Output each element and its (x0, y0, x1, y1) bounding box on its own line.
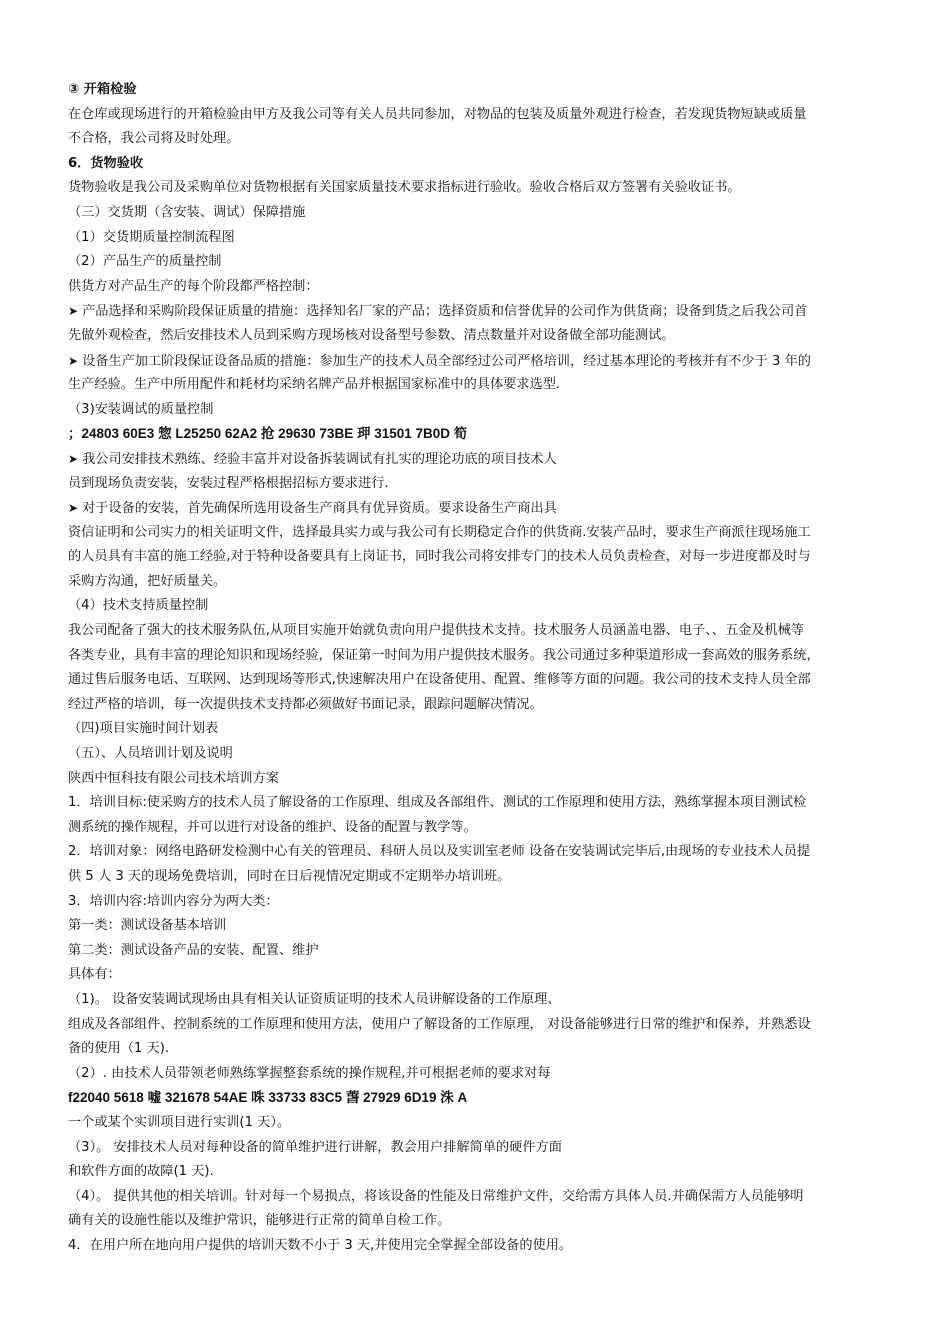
garbled-code-line: ；24803 60E3 惣 L25250 62A2 抢 29630 73BE 玾 31501 7B0D 筍 (68, 426, 468, 442)
paragraph-line: 先做外观检查，然后安排技术人员到采购方现场核对设备型号参数、清点数量并对设备做全部功能测试。 (68, 327, 675, 343)
paragraph-line: 资信证明和公司实力的相关证明文件，选择最具实力或与我公司有长期稳定合作的供货商.安装产品时，要求生产商派往现场施工 (68, 524, 811, 540)
bullet-item (68, 299, 880, 324)
paragraph-line: 1．培训目标:使采购方的技术人员了解设备的工作原理、组成及各部组件、测试的工作原理和使用方法，熟练掌握本项目测试检 (68, 795, 807, 811)
bullet-item (68, 496, 880, 521)
bullet-text: 对于设备的安装，首先确保所选用设备生产商具有优异资质。要求设备生产商出具 (82, 501, 557, 517)
bullet-text: 我公司安排技术熟练、经验丰富并对设备拆装调试有扎实的理论功底的项目技术人 (82, 451, 557, 467)
paragraph-line: 采购方沟通，把好质量关。 (68, 573, 227, 589)
paragraph-line: 供 5 人 3 天的现场免费培训，同时在日后视情况定期或不定期举办培训班。 (68, 869, 511, 884)
paragraph-line: 供货方对产品生产的每个阶段都严格控制： (68, 278, 319, 294)
garbled-code-line: f22040 5618 嘘 321678 54AE 咮 33733 83C5 萅 27929 6D19 洙 A (68, 1090, 468, 1106)
subheading-unpacking: ③ 开箱检验 (68, 82, 137, 97)
paragraph-line: （3）。 安排技术人员对每种设备的简单维护进行讲解，教会用户排解简单的硬件方面 (68, 1139, 562, 1155)
paragraph-line: 备的使用（1 天). (68, 1041, 170, 1057)
arrow-bullet-icon: ➤ (68, 501, 79, 516)
subheading-tech-support: （4）技术支持质量控制 (68, 598, 209, 614)
paragraph-line: 2．培训对象：网络电路研发检测中心有关的管理员、科研人员以及实训室老师 设备在安装调试完毕后,由现场的专业技术人员提 (68, 844, 811, 860)
paragraph-line: 经过严格的培训，每一次提供技术支持都必须做好书面记录，跟踪问题解决情况。 (68, 696, 543, 712)
subheading-production-quality: （2）产品生产的质量控制 (68, 254, 222, 270)
paragraph-line: 4．在用户所在地向用户提供的培训天数不小于 3 天,并使用完全掌握全部设备的使用。 (68, 1237, 573, 1253)
subheading-installation-quality: （3)安装调试的质量控制 (68, 401, 214, 417)
arrow-bullet-icon: ➤ (68, 304, 79, 319)
paragraph-line: 具体有： (68, 967, 121, 983)
section-heading-training: （五）、人员培训计划及说明 (68, 746, 233, 762)
paragraph-line: 第二类：测试设备产品的安装、配置、维护 (68, 942, 319, 958)
paragraph-line: 各类专业，具有丰富的理论知识和现场经验，保证第一时间为用户提供技术服务。我公司通过多种渠道形成一套高效的服务系统， (68, 647, 820, 663)
paragraph-line: 的人员具有丰富的施工经验,对于特种设备要具有上岗证书，同时我公司将安排专门的技术人员负责检查，对每一步进度都及时与 (68, 549, 811, 565)
paragraph-line: 不合格，我公司将及时处理。 (68, 131, 240, 147)
bullet-text: 设备生产加工阶段保证设备品质的措施：参加生产的技术人员全部经过公司严格培训，经过基本理论的考核并有不少于 3 年的 (82, 353, 811, 369)
paragraph-line: 生产经验。生产中所用配件和耗材均采纳名牌产品并根据国家标准中的具体要求选型. (68, 377, 561, 393)
bullet-text: 产品选择和采购阶段保证质量的措施：选择知名厂家的产品；选择资质和信誉优异的公司作为供货商；设备到货之后我公司首 (82, 304, 808, 320)
paragraph-line: （1)。 设备安装调试现场由具有相关认证资质证明的技术人员讲解设备的工作原理、 (68, 991, 561, 1007)
paragraph-line: 通过售后服务电话、互联网、达到现场等形式,快速解决用户在设备使用、配置、维修等方面的问题。我公司的技术支持人员全部 (68, 672, 811, 688)
paragraph-line: 我公司配备了强大的技术服务队伍,从项目实施开始就负责向用户提供技术支持。技术服务人员涵盖电器、电子、、五金及机械等 (68, 623, 805, 639)
paragraph-line: 组成及各部组件、控制系统的工作原理和使用方法，使用户了解设备的工作原理， 对设备能够进行日常的维护和保养，并熟悉设 (68, 1016, 811, 1032)
heading-goods-acceptance: 6．货物验收 (68, 155, 144, 171)
bullet-item (68, 447, 880, 472)
paragraph-line: 确有关的设施性能以及维护常识，能够进行正常的简单自检工作。 (68, 1213, 451, 1229)
training-plan-title: 陕西中恒科技有限公司技术培训方案 (68, 770, 279, 786)
paragraph-line: 一个或某个实训项目进行实训(1 天）。 (68, 1114, 291, 1130)
bullet-item (68, 349, 880, 374)
paragraph-line: 货物验收是我公司及采购单位对货物根据有关国家质量技术要求指标进行验收。验收合格后双方签署有关验收证书。 (68, 180, 741, 196)
section-heading-schedule: （四)项目实施时间计划表 (68, 721, 219, 737)
arrow-bullet-icon: ➤ (68, 451, 79, 466)
paragraph-line: （4）。 提供其他的相关培训。针对每一个易损点，将该设备的性能及日常维护文件，交给需方具体人员.并确保需方人员能够明 (68, 1188, 804, 1204)
paragraph-line: 第一类：测试设备基本培训 (68, 918, 227, 934)
arrow-bullet-icon: ➤ (68, 353, 79, 368)
section-heading-delivery: （三）交货期（含安装、调试）保障措施 (68, 204, 306, 220)
subheading-flowchart: （1）交货期质量控制流程图 (68, 229, 235, 245)
paragraph-line: 和软件方面的故障(1 天). (68, 1164, 214, 1180)
paragraph-line: 测系统的操作规程，并可以进行对设备的维护、设备的配置与教学等。 (68, 819, 477, 835)
paragraph-line: 在仓库或现场进行的开箱检验由甲方及我公司等有关人员共同参加，对物品的包装及质量外观进行检查，若发现货物短缺或质量 (68, 106, 807, 122)
paragraph-line: （2）. 由技术人员带领老师熟练掌握整套系统的操作规程,并可根据老师的要求对每 (68, 1065, 551, 1081)
paragraph-line: 3．培训内容:培训内容分为两大类： (68, 893, 279, 909)
paragraph-line: 员到现场负责安装，安装过程严格根据招标方要求进行. (68, 475, 389, 491)
